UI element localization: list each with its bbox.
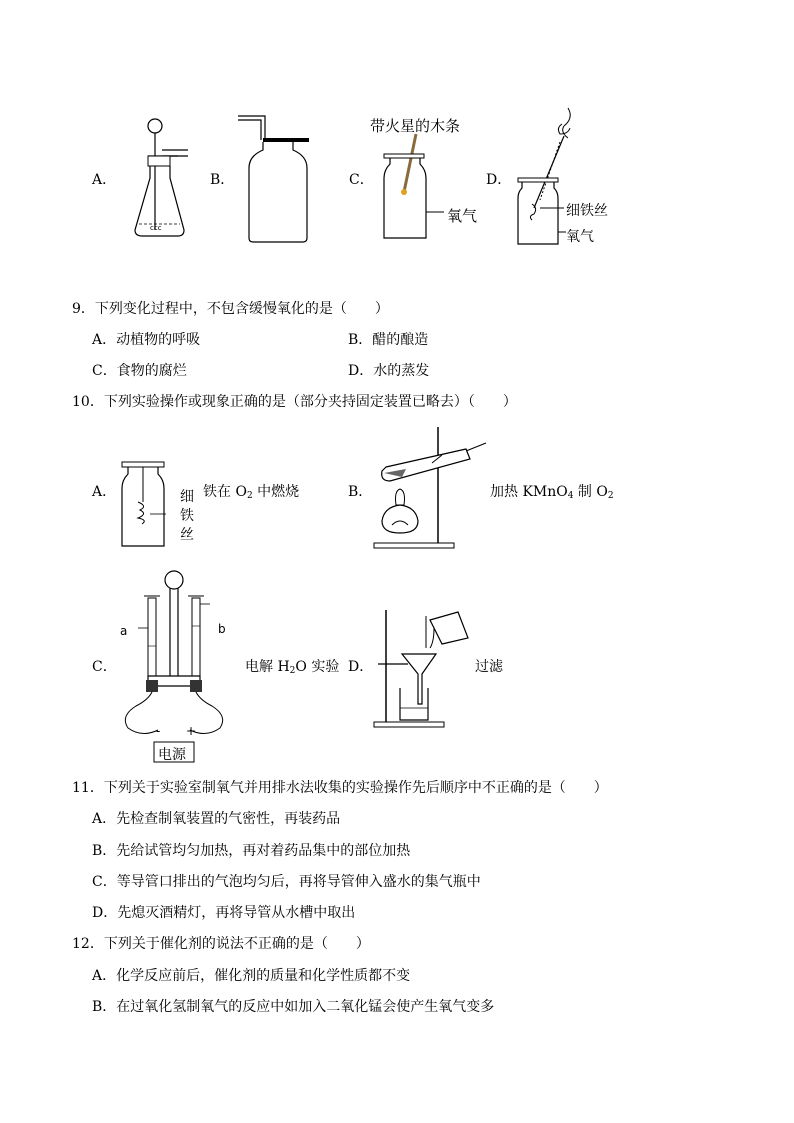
iron-wire-label: 细铁丝 xyxy=(566,203,608,219)
q11-option-a: A．先检查制氧装置的气密性，再装药品 xyxy=(92,811,341,827)
q10-c-caption: 电解 $H_2O$ 实验 xyxy=(245,659,340,676)
q9-stem: 9．下列变化过程中，不包含缓慢氧化的是（ ） xyxy=(72,301,389,317)
iron-wire-char-1: 细 xyxy=(180,489,194,505)
positive-terminal-label: + xyxy=(186,724,197,738)
iron-wire-char-3: 丝 xyxy=(180,527,194,543)
tube-b-label: b xyxy=(218,622,226,636)
q9-option-d: D．水的蒸发 xyxy=(348,363,430,379)
q8-option-c-label: C． xyxy=(349,172,374,188)
q10-option-a-label: A． xyxy=(92,484,117,500)
q10-option-b-label: B． xyxy=(348,484,373,500)
negative-terminal-label: - xyxy=(156,724,161,738)
gas-jar-with-tube-figure xyxy=(235,112,315,247)
q12-option-b: B．在过氧化氢制氧气的反应中如加入二氧化锰会使产生氧气变多 xyxy=(92,999,495,1015)
q9-option-a: A．动植物的呼吸 xyxy=(92,332,201,348)
q11-option-d: D．先熄灭酒精灯，再将导管从水槽中取出 xyxy=(92,905,356,921)
q8-option-b-label: B． xyxy=(210,172,235,188)
q10-option-c-label: C． xyxy=(92,659,117,675)
oxygen-label-c: 氧气 xyxy=(447,207,478,225)
q9-option-b: B．醋的酿造 xyxy=(348,332,429,348)
q8-option-d-label: D． xyxy=(486,172,512,188)
q10-a-caption: 铁在 $O_2$ 中燃烧 xyxy=(203,484,300,501)
q11-option-c: C．等导管口排出的气泡均匀后，再将导管伸入盛水的集气瓶中 xyxy=(92,874,481,890)
svg-text:ccc: ccc xyxy=(150,224,162,232)
q12-stem: 12．下列关于催化剂的说法不正确的是（ ） xyxy=(72,936,370,952)
power-source-label: 电源 xyxy=(158,747,186,763)
oxygen-jar-splint-figure xyxy=(380,134,450,244)
q10-d-caption: 过滤 xyxy=(475,659,503,675)
q9-option-c: C．食物的腐烂 xyxy=(92,363,187,379)
q10-stem: 10．下列实验操作或现象正确的是（部分夹持固定装置已略去）（ ） xyxy=(72,394,517,410)
q10-b-caption: 加热 KMnO$_4$ 制 $O_2$ xyxy=(490,484,614,501)
water-electrolysis-figure xyxy=(118,568,238,768)
kmno4-heating-figure xyxy=(372,425,492,555)
filtration-figure xyxy=(372,608,482,732)
flask-with-funnel-figure xyxy=(130,112,200,242)
q11-option-b: B．先给试管均匀加热，再对着药品集中的部位加热 xyxy=(92,843,411,859)
iron-wire-char-2: 铁 xyxy=(180,508,194,524)
q11-stem: 11．下列关于实验室制氧气并用排水法收集的实验操作先后顺序中不正确的是（ ） xyxy=(72,780,608,796)
iron-burning-jar-figure xyxy=(120,462,170,550)
oxygen-label-d: 氧气 xyxy=(566,229,594,245)
q12-option-a: A．化学反应前后，催化剂的质量和化学性质都不变 xyxy=(92,968,411,984)
splint-label: 带火星的木条 xyxy=(370,117,461,135)
tube-a-label: a xyxy=(120,624,128,638)
q8-option-a-label: A． xyxy=(92,172,117,188)
q10-option-d-label: D． xyxy=(348,659,374,675)
iron-wire-jar-figure xyxy=(512,104,572,246)
